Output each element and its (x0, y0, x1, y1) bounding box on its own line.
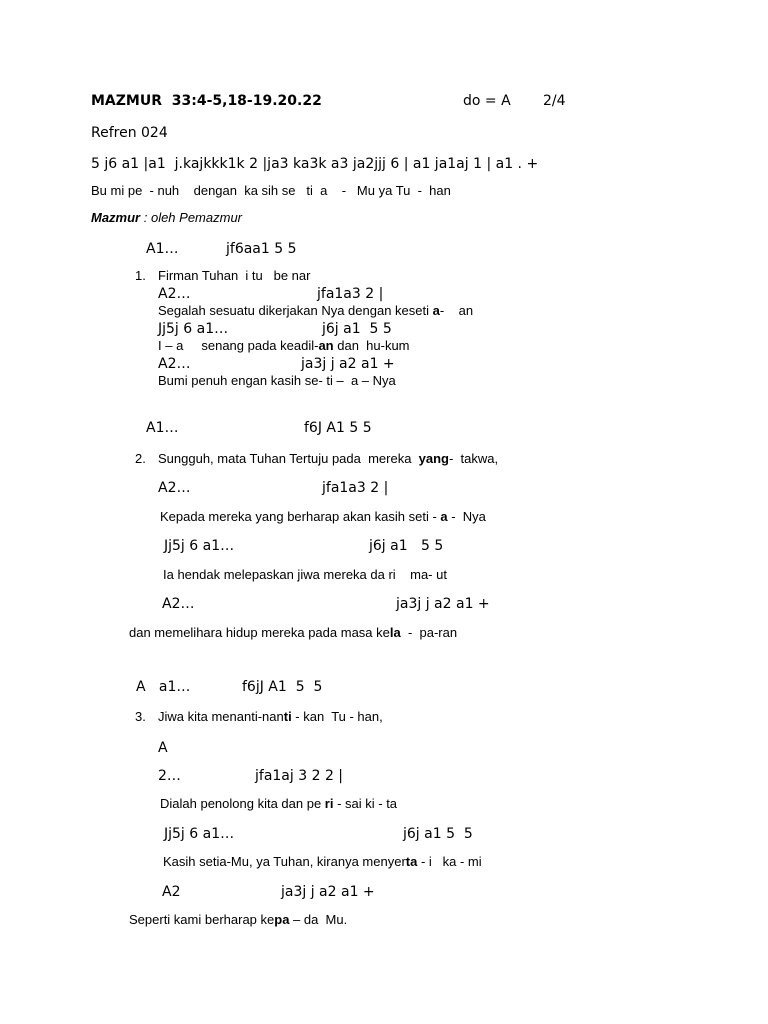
v2-line4 (129, 626, 457, 639)
mazmur-note (91, 211, 242, 224)
refrain-label: Refren 024 (91, 125, 168, 141)
v3-line3-c: - i ka - mi (417, 854, 482, 869)
v1-line2-b: a (432, 303, 440, 318)
v3-two-label: 2… (158, 768, 181, 784)
v2-line1-b: yang (418, 451, 449, 466)
v1-line2 (158, 304, 473, 317)
v1-a2-label: A2… (158, 286, 191, 302)
v2-line3: Ia hendak melepaskan jiwa mereka da ri ma- ut (163, 567, 447, 582)
v2-a2b-notes: ja3j j a2 a1 + (396, 596, 490, 612)
v1-a2b-notes: ja3j j a2 a1 + (301, 356, 395, 372)
v2-line1 (158, 452, 498, 465)
v1-number: 1. (135, 268, 146, 283)
v1-jj-notes: j6j a1 5 5 (322, 321, 392, 337)
v3-a1-label: A a1… (136, 679, 191, 695)
v2-line2 (160, 510, 486, 523)
v2-line2-c: - Nya (447, 509, 486, 524)
v2-a2-notes: jfa1a3 2 | (322, 480, 389, 496)
mazmur-label: Mazmur (91, 210, 141, 225)
v1-line3 (158, 339, 410, 352)
v1-a1-notes: jf6aa1 5 5 (226, 241, 297, 257)
v3-line2-b: ri (324, 796, 334, 811)
v3-line1 (158, 710, 383, 723)
v2-a1-label: A1… (146, 420, 179, 436)
v3-a2b-label: A2 (162, 884, 181, 900)
v3-line3 (163, 855, 482, 868)
time-signature: 2/4 (543, 93, 566, 109)
v2-a2b-label: A2… (162, 596, 195, 612)
v1-a1-label: A1… (146, 241, 179, 257)
key-signature: do = A (463, 93, 511, 109)
refrain-lyrics: Bu mi pe - nuh dengan ka sih se ti a - Mu ya Tu - han (91, 183, 451, 198)
v3-two-notes: jfa1aj 3 2 2 | (255, 768, 344, 784)
v3-number: 3. (135, 709, 146, 724)
mazmur-rest: : oleh Pemazmur (140, 210, 242, 225)
v2-jj-notes: j6j a1 5 5 (369, 538, 444, 554)
v2-number: 2. (135, 451, 146, 466)
refrain-notation: 5 j6 a1 |a1 j.kajkkk1k 2 |ja3 ka3k a3 ja2jjj 6 | a1 ja1aj 1 | a1 . + (91, 156, 539, 172)
v3-line4-b: pa (274, 912, 290, 927)
v2-line4-a: dan memelihara hidup mereka pada masa ke (129, 625, 390, 640)
v3-line2-c: - sai ki - ta (333, 796, 398, 811)
v2-line1-a: Sungguh, mata Tuhan Tertuju pada mereka (158, 451, 419, 466)
v1-line2-a: Segalah sesuatu dikerjakan Nya dengan keseti (158, 303, 433, 318)
v1-line3-c: dan hu-kum (333, 338, 410, 353)
v2-line2-a: Kepada mereka yang berharap akan kasih seti - (160, 509, 441, 524)
v3-line3-a: Kasih setia-Mu, ya Tuhan, kiranya menyer (163, 854, 406, 869)
v1-line4: Bumi penuh engan kasih se- ti – a – Nya (158, 373, 396, 388)
v3-jj-notes: j6j a1 5 5 (403, 826, 473, 842)
v2-line2-b: a (440, 509, 448, 524)
v1-line2-c: - an (439, 303, 474, 318)
v1-line1: Firman Tuhan i tu be nar (158, 268, 311, 283)
v2-a1-notes: f6J A1 5 5 (304, 420, 372, 436)
v3-line4 (129, 913, 347, 926)
v1-line3-b: an (318, 338, 334, 353)
v2-line1-c: - takwa, (449, 451, 499, 466)
v1-jj-label: Jj5j 6 a1… (158, 321, 229, 337)
v3-line2-a: Dialah penolong kita dan pe (160, 796, 325, 811)
v1-a2-notes: jfa1a3 2 | (317, 286, 384, 302)
v3-line1-c: - kan Tu - han, (291, 709, 383, 724)
v3-line4-c: – da Mu. (289, 912, 348, 927)
v3-jj-label: Jj5j 6 a1… (164, 826, 235, 842)
v3-line1-b: ti (283, 709, 292, 724)
v1-line3-a: I – a senang pada keadil- (158, 338, 319, 353)
v3-line3-b: ta (405, 854, 418, 869)
psalm-title: MAZMUR 33:4-5,18-19.20.22 (91, 93, 322, 109)
v2-a2-label: A2… (158, 480, 191, 496)
v3-line1-a: Jiwa kita menanti-nan (158, 709, 284, 724)
v2-line4-b: la (389, 625, 401, 640)
v3-line4-a: Seperti kami berharap ke (129, 912, 275, 927)
v3-a-label: A (158, 740, 168, 756)
v2-jj-label: Jj5j 6 a1… (164, 538, 235, 554)
v2-line4-c: - pa-ran (400, 625, 458, 640)
v3-a2b-notes: ja3j j a2 a1 + (281, 884, 375, 900)
v1-a2b-label: A2… (158, 356, 191, 372)
v3-line2 (160, 797, 397, 810)
v3-a1-notes: f6jJ A1 5 5 (242, 679, 323, 695)
